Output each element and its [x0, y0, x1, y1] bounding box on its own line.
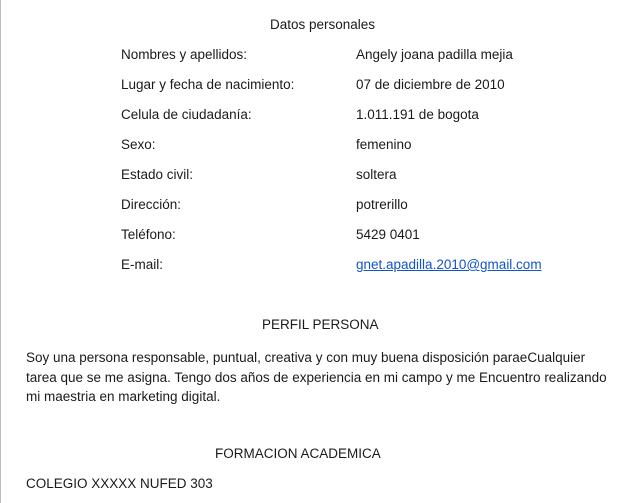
email-label: E-mail:: [121, 257, 164, 272]
school-entry: COLEGIO XXXXX NUFED 303: [26, 476, 213, 491]
id-value: 1.011.191 de bogota: [356, 107, 479, 122]
personal-data-title: Datos personales: [270, 17, 376, 32]
phone-value: 5429 0401: [356, 227, 420, 242]
civil-status-label: Estado civil:: [121, 167, 194, 182]
id-label: Celula de ciudadanía:: [121, 107, 252, 122]
address-value: potrerillo: [356, 197, 408, 212]
name-value: Angely joana padilla mejia: [356, 47, 513, 62]
birth-label: Lugar y fecha de nacimiento:: [121, 77, 295, 92]
profile-title: PERFIL PERSONA: [262, 317, 379, 332]
email-link[interactable]: gnet.apadilla.2010@gmail.com: [356, 257, 542, 272]
phone-label: Teléfono:: [121, 227, 176, 242]
address-label: Dirección:: [121, 197, 182, 212]
sex-label: Sexo:: [121, 137, 156, 152]
page-left-edge: [0, 0, 1, 503]
birth-value: 07 de diciembre de 2010: [356, 77, 505, 92]
education-title: FORMACION ACADEMICA: [215, 446, 381, 461]
profile-paragraph: Soy una persona responsable, puntual, creativa y con muy buena disposición paraeCualquier tarea que se me asigna. Tengo dos años de experiencia en mi campo y me Encuentro realizando mi maestria en marketing digital.: [26, 350, 607, 404]
civil-status-value: soltera: [356, 167, 397, 182]
sex-value: femenino: [356, 137, 412, 152]
name-label: Nombres y apellidos:: [121, 47, 248, 62]
